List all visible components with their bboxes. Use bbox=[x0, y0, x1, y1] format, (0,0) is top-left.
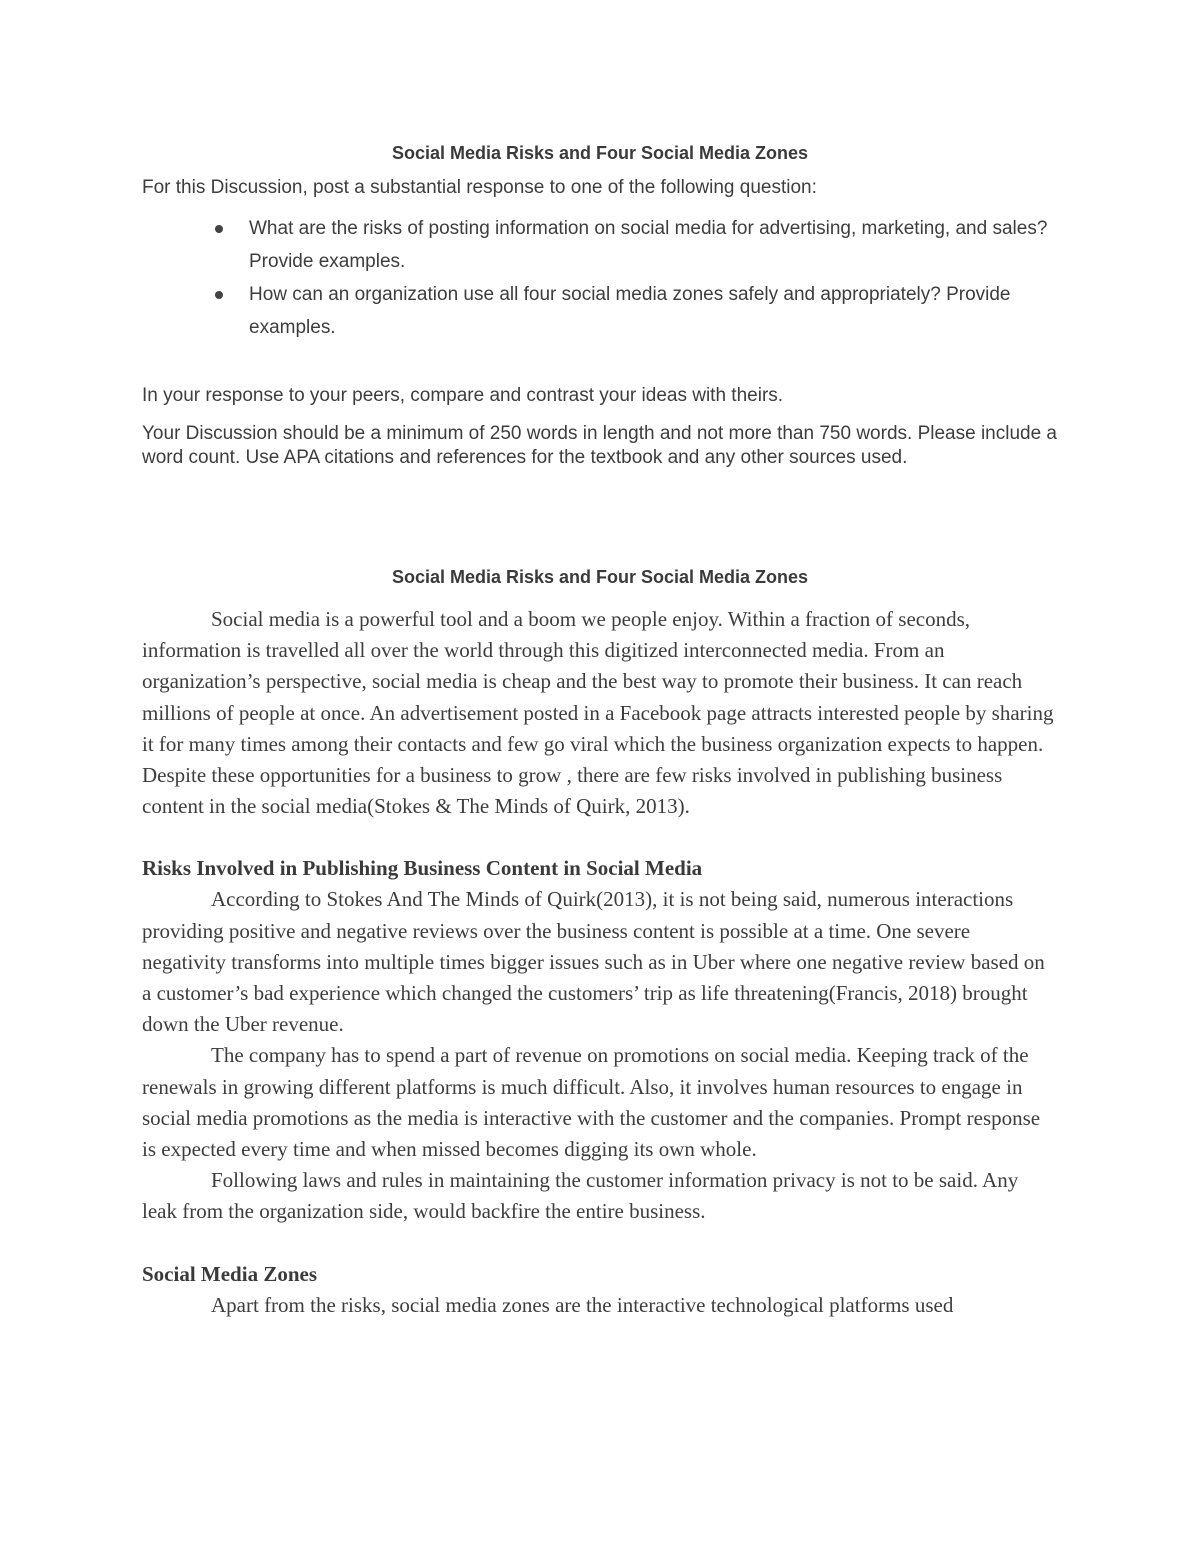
question-text: What are the risks of posting information on social media for advertising, marketing, and sales? Provide examples. bbox=[249, 218, 1048, 272]
risks-heading: Risks Involved in Publishing Business Content in Social Media bbox=[142, 856, 703, 881]
risks-paragraph: According to Stokes And The Minds of Quirk(2013), it is not being said, numerous interactions providing positive and negative reviews over the business content is possible at a time. One severe negativity transforms into multiple times bigger issues such as in Uber where one negative review based on a customer’s bad experience which changed the customers’ trip as life threatening(Francis, 2018) brought down the Uber revenue. bbox=[142, 887, 1045, 1037]
zones-heading: Social Media Zones bbox=[142, 1261, 318, 1286]
risks-paragraph: Following laws and rules in maintaining the customer information privacy is not to be said. Any leak from the organization side, would backfire the entire business. bbox=[142, 1168, 1019, 1224]
intro-paragraph: Social media is a powerful tool and a boom we people enjoy. Within a fraction of seconds, information is travelled all over the world through this digitized interconnected media. From an organization’s perspective, social media is cheap and the best way to promote their business. It can reach millions of people at once. An advertisement posted in a Facebook page attracts interested people by sharing it for many times among their contacts and few go viral which the business organization expects to happen. Despite these opportunities for a business to grow , there are few risks involved in publishing business content in the social media(Stokes & The Minds of Quirk, 2013). bbox=[142, 607, 1054, 819]
requirements-text: Your Discussion should be a minimum of 250 words in length and not more than 750 words. Please include a word count. Use APA citations and references for the textbook and any other sources used. bbox=[142, 423, 1057, 468]
risks-paragraph: The company has to spend a part of revenue on promotions on social media. Keeping track of the renewals in growing different platforms is much difficult. Also, it involves human resources to engage in social media promotions as the media is interactive with the customer and the companies. Prompt response is expected every time and when missed becomes digging its own whole. bbox=[142, 1043, 1041, 1162]
question-item bbox=[249, 212, 1058, 278]
peers-instruction: In your response to your peers, compare and contrast your ideas with theirs. bbox=[142, 385, 784, 406]
bullet-dot-icon bbox=[215, 225, 223, 233]
prompt-title: Social Media Risks and Four Social Media Zones bbox=[391, 143, 809, 163]
question-text: How can an organization use all four social media zones safely and appropriately? Provide examples. bbox=[249, 284, 1011, 338]
response-title: Social Media Risks and Four Social Media Zones bbox=[391, 567, 809, 587]
bullet-dot-icon bbox=[215, 291, 223, 299]
zones-paragraph: Apart from the risks, social media zones are the interactive technological platforms used bbox=[211, 1292, 954, 1317]
question-item bbox=[249, 278, 1058, 344]
question-list bbox=[142, 212, 1058, 344]
prompt-intro: For this Discussion, post a substantial response to one of the following question: bbox=[142, 177, 817, 198]
document-content bbox=[142, 140, 1058, 1321]
